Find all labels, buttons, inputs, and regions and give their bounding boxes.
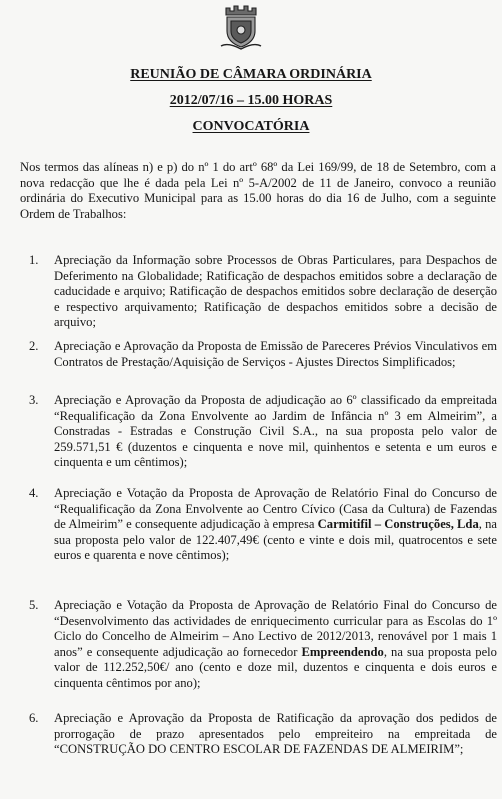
agenda-item-text-part: Apreciação e Votação da Proposta de Aprovação de Relatório Final do Concurso de “Desenvolvimento das actividades de enriquecimento curricular para as Escolas do 1º Ciclo do Concelho de Almeirim – Ano Lectivo de 2012/2013, renovável por 1 mais 1 anos” e consequente adjudicação ao fornecedor bbox=[54, 598, 497, 659]
agenda-item-text: Apreciação e Aprovação da Proposta de Ratificação da aprovação dos pedidos de prorrogação de prazo apresentados pelo empreiteiro na empreitada de “CONSTRUÇÃO DO CENTRO ESCOLAR DE FAZENDAS DE ALMEIRIM”; bbox=[54, 711, 497, 757]
agenda-item-text-part: , na sua proposta pelo valor de 112.252,50€/ ano (cento e doze mil, duzentos e cinquenta e dois euros e cinquenta cêntimos por ano); bbox=[54, 644, 497, 690]
agenda-item-text-part: Apreciação e Votação da Proposta de Aprovação de Relatório Final do Concurso de “Requalificação da Zona Envolvente ao Centro Cívico (Casa da Cultura) de Fazendas de Almeirim” e consequente adjudicação à empresa bbox=[54, 486, 497, 532]
agenda-item-number: 5. bbox=[29, 598, 39, 612]
agenda-item-text: Apreciação da Informação sobre Processos de Obras Particulares, para Despachos de Deferimento na Globalidade; Ratificação de despachos emitidos sobre a declaração de caducidade e arquivo; Ratificação de despachos emitidos sobre declaração de deserção e respectivo arquivamento; Ratificação de despachos emitidos sobre a decisão de arquivo; bbox=[54, 253, 497, 330]
agenda-item-number: 6. bbox=[29, 711, 39, 725]
contractor-name: Carmitifil – Construções, Lda bbox=[317, 517, 479, 532]
agenda-item-number: 1. bbox=[29, 253, 39, 267]
coat-of-arms-icon bbox=[216, 2, 266, 50]
agenda-item-text bbox=[54, 486, 497, 564]
meeting-title: REUNIÃO DE CÂMARA ORDINÁRIA bbox=[130, 67, 372, 82]
agenda-item-text: Apreciação e Aprovação da Proposta de Emissão de Pareceres Prévios Vinculativos em Contratos de Prestação/Aquisição de Serviços - Ajustes Directos Simplificados; bbox=[54, 339, 497, 369]
intro-paragraph: Nos termos das alíneas n) e p) do nº 1 do artº 68º da Lei 169/99, de 18 de Setembro, com a nova redacção que lhe é dada pela Lei nº 5-A/2002 de 11 de Janeiro, convoco a reunião ordinária do Executivo Municipal para as 15.00 horas do dia 16 de Julho, com a seguinte Ordem de Trabalhos: bbox=[20, 160, 496, 221]
agenda-item-number: 4. bbox=[29, 486, 39, 500]
agenda-item-number: 2. bbox=[29, 339, 39, 353]
agenda-item-text: Apreciação e Aprovação da Proposta de adjudicação ao 6º classificado da empreitada “Requalificação da Zona Envolvente ao Jardim de Infância nº 3 em Almeirim”, a Constradas - Estradas e Construção Civil S.A., na sua proposta pelo valor de 259.571,51 € (duzentos e cinquenta e nove mil, quinhentos e setenta e um euros e cinquenta e um cêntimos); bbox=[54, 393, 497, 470]
supplier-name: Empreendendo bbox=[301, 644, 384, 659]
agenda-item-text-part: , na sua proposta pelo valor de 122.407,49€ (cento e vinte e dois mil, quatrocentos e sete euros e quarenta e nove cêntimos); bbox=[54, 517, 497, 563]
document-type-title: CONVOCATÓRIA bbox=[192, 119, 310, 134]
meeting-date-time: 2012/07/16 – 15.00 HORAS bbox=[169, 93, 333, 108]
agenda-item-text bbox=[54, 598, 497, 692]
agenda-item-number: 3. bbox=[29, 393, 39, 407]
